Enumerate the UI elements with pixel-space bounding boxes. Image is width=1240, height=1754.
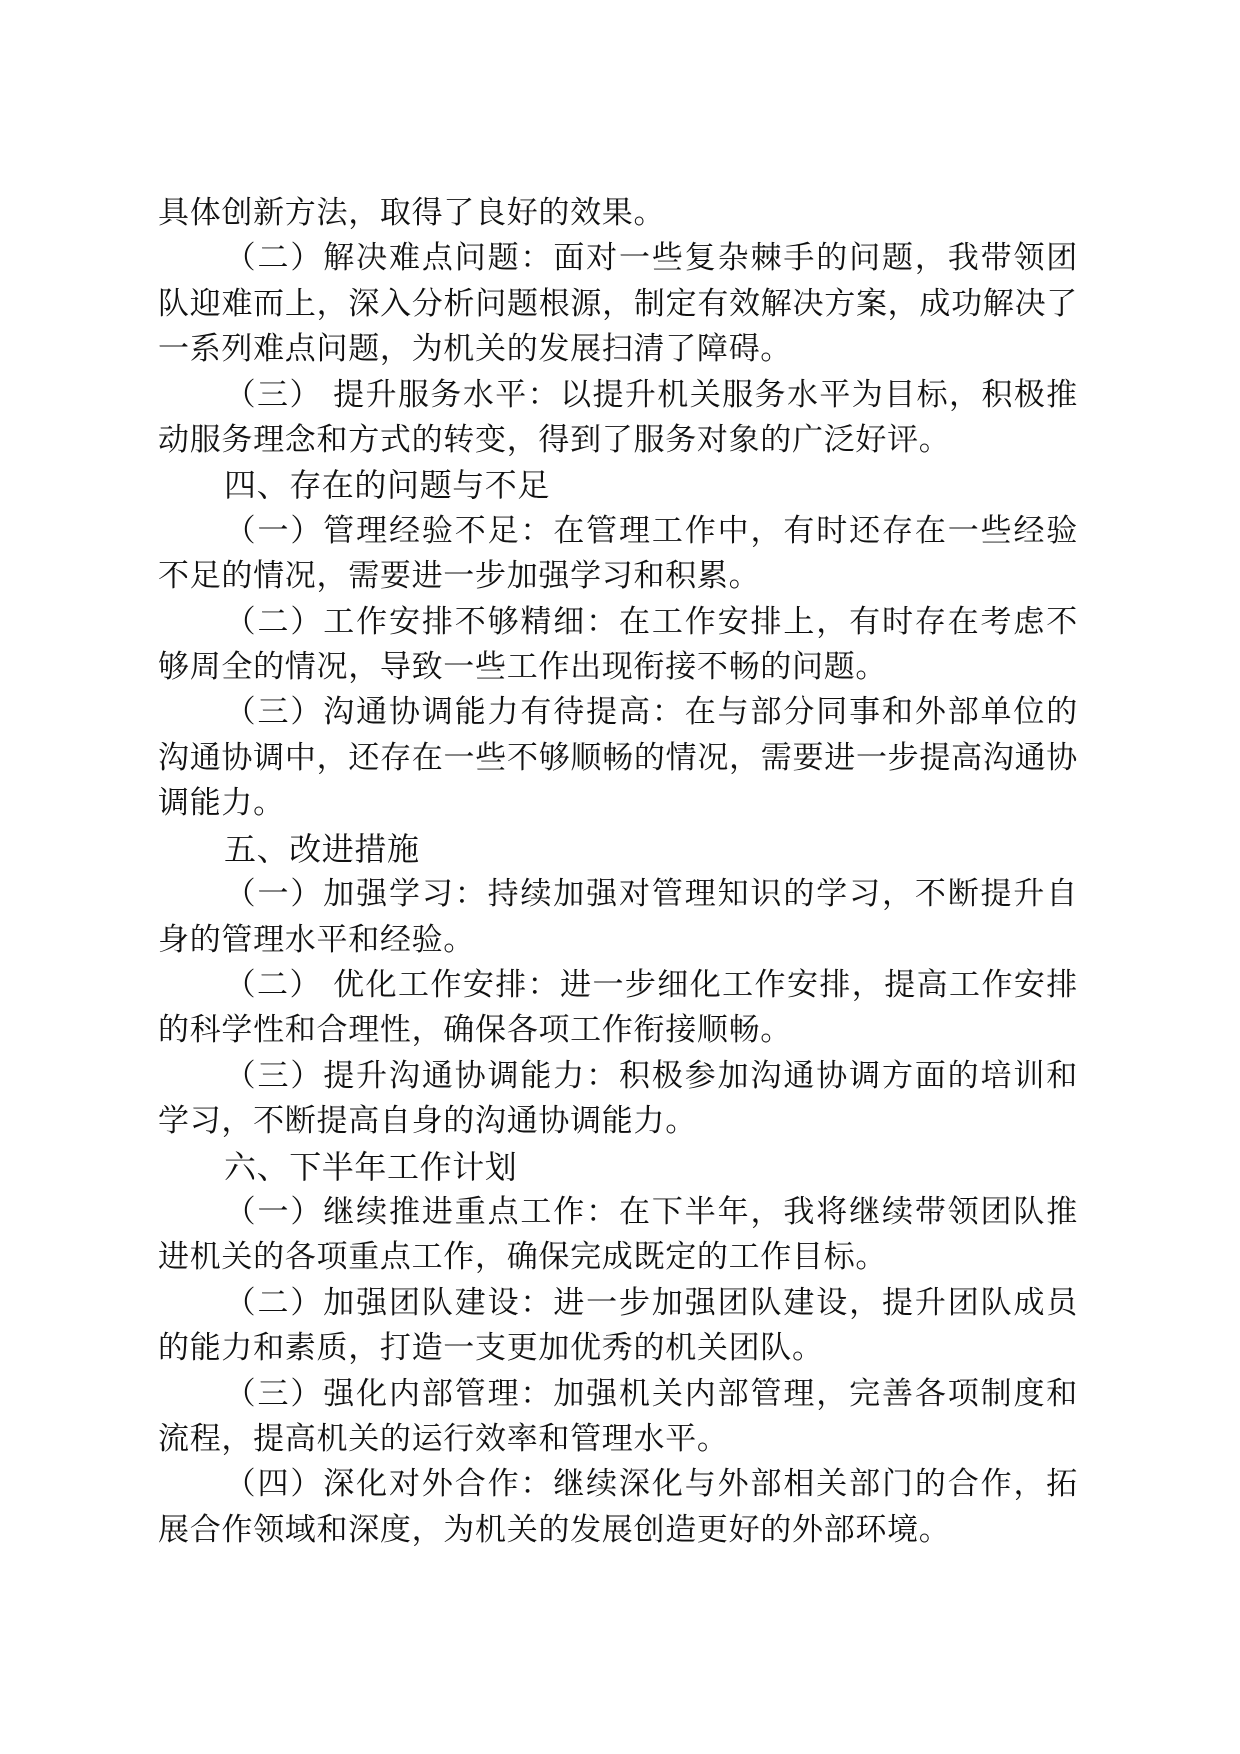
list-item (158, 236, 1078, 372)
list-item (158, 509, 1078, 600)
item-label: （三）提升沟通协调能力： (224, 1057, 620, 1094)
list-item (158, 872, 1078, 963)
item-text: 在下半年，我将继续带领团队推进机关的各项重点工作，确保完成既定的工作目标。 (158, 1193, 1078, 1276)
list-item (158, 1462, 1078, 1553)
list-item (158, 690, 1078, 826)
section-plan (158, 1145, 1078, 1554)
section-improvements (158, 827, 1078, 1145)
item-label: （二） 优化工作安排： (224, 966, 561, 1003)
item-text: 在管理工作中，有时还存在一些经验不足的情况，需要进一步加强学习和积累。 (158, 512, 1079, 595)
item-text: 继续深化与外部相关部门的合作，拓展合作领域和深度，为机关的发展创造更好的外部环境。 (158, 1466, 1079, 1548)
item-label: （二）加强团队建设： (224, 1284, 554, 1321)
section-innovation (158, 236, 1078, 463)
list-item (158, 1054, 1078, 1145)
item-label: （三）沟通协调能力有待提高： (224, 694, 685, 731)
item-label: （三） 提升服务水平： (224, 376, 561, 413)
continuation-paragraph: 具体创新方法，取得了良好的效果。 (158, 195, 666, 231)
item-label: （二）工作安排不够精细： (224, 603, 620, 640)
item-text: 在工作安排上，有时存在考虑不够周全的情况，导致一些工作出现衔接不畅的问题。 (158, 603, 1078, 686)
item-text: 进一步加强团队建设，提升团队成员的能力和素质，打造一支更加优秀的机关团队。 (158, 1284, 1079, 1367)
item-label: （一）加强学习： (224, 876, 488, 913)
item-text: 持续加强对管理知识的学习，不断提升自身的管理水平和经验。 (158, 876, 1078, 958)
item-text: 在与部分同事和外部单位的沟通协调中，还存在一些不够顺畅的情况，需要进一步提高沟通协调能力。 (158, 694, 1078, 822)
item-text: 以提升机关服务水平为目标，积极推动服务理念和方式的转变，得到了服务对象的广泛好评。 (158, 376, 1078, 459)
document-page (158, 191, 1078, 1553)
item-label: （三）强化内部管理： (224, 1375, 554, 1412)
item-label: （一）继续推进重点工作： (224, 1193, 620, 1230)
item-label: （一）管理经验不足： (224, 512, 554, 549)
item-text: 进一步细化工作安排，提高工作安排的科学性和合理性，确保各项工作衔接顺畅。 (158, 966, 1078, 1049)
section-heading: 六、下半年工作计划 (224, 1147, 518, 1186)
list-item (158, 373, 1078, 464)
list-item (158, 963, 1078, 1054)
list-item (158, 1372, 1078, 1463)
section-heading: 五、改进措施 (224, 829, 420, 868)
section-heading: 四、存在的问题与不足 (224, 466, 551, 505)
list-item (158, 1281, 1078, 1372)
item-text: 积极参加沟通协调方面的培训和学习，不断提高自身的沟通协调能力。 (158, 1057, 1078, 1140)
item-text: 加强机关内部管理，完善各项制度和流程，提高机关的运行效率和管理水平。 (158, 1375, 1079, 1457)
item-text: 面对一些复杂棘手的问题，我带领团队迎难而上，深入分析问题根源，制定有效解决方案，成功解决了一系列难点问题，为机关的发展扫清了障碍。 (158, 240, 1079, 368)
item-label: （二）解决难点问题： (224, 240, 554, 277)
section-problems (158, 463, 1078, 826)
item-label: （四）深化对外合作： (224, 1466, 554, 1503)
list-item (158, 1190, 1078, 1281)
list-item (158, 600, 1078, 691)
